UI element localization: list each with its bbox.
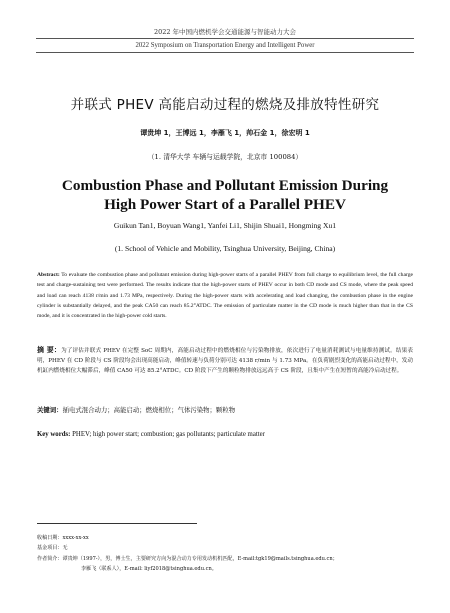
- en-affiliation: (1. School of Vehicle and Mobility, Tsinghua University, Beijing, China): [114, 244, 336, 253]
- keywords-en: [37, 431, 413, 438]
- footnote-corresponding: 李雁飞（联系人），E-mail: liyf2018@tsinghua.edu.cn。: [81, 566, 217, 573]
- abstract-cn-text: 为了评估并联式 PHEV 在完整 SoC 周期内，高能启动过程中的燃烧相位与污染物排放，依次进行了电量消耗测试与电量维持测试。结果表明，PHEV 在 CD 阶段与 CS 阶段均会出现高能启动，峰值转速与负荷分别可达 4138 r/min 与 1.73 MPa。在负荷剧烈变化的高能启动过程中，发动机缸内燃烧相位大幅滞后，峰值 CA50 可达 85.2°ATDC。CD 阶段下产生的颗粒物排放远远高于 CS 阶段，且集中产生在短暂的高能冷启动过程。: [37, 348, 414, 375]
- footnotes: [37, 533, 417, 575]
- en-title-line2: High Power Start of a Parallel PHEV: [104, 196, 346, 213]
- footnote-author-intro: 作者简介：谭贵坤（1997-），男，博士生，主要研究方向为混合动力专用发动机机匹配，E-mail:tgk19@mails.tsinghua.edu.cn；: [37, 555, 338, 562]
- header-divider: [36, 38, 414, 39]
- cn-affiliation: （1. 清华大学 车辆与运载学院，北京市 100084）: [147, 153, 303, 161]
- cn-title: 并联式 PHEV 高能启动过程的燃烧及排放特性研究: [70, 97, 380, 113]
- footnote-received: 收稿日期：xxxx-xx-xx: [37, 535, 89, 541]
- abstract-cn-label: 摘 要：: [37, 346, 62, 354]
- footnote-divider: [37, 523, 197, 524]
- keywords-en-text: PHEV; high power start; combustion; gas pollutants; particulate matter: [72, 431, 265, 438]
- keywords-cn: [37, 405, 413, 414]
- en-authors: Guikun Tan1, Boyuan Wang1, Yanfei Li1, Shijin Shuai1, Hongming Xu1: [113, 221, 337, 230]
- keywords-en-label: Key words:: [37, 431, 71, 438]
- keywords-cn-text: 插电式混合动力；高能启动；燃烧相位；气体污染物；颗粒物: [62, 406, 236, 414]
- running-header-cn: 2022 年中国内燃机学会交通能源与智能动力大会: [153, 28, 297, 36]
- abstract-en: [37, 270, 413, 321]
- abstract-cn: [37, 345, 413, 377]
- header-divider: [36, 52, 414, 53]
- abstract-en-text: To evaluate the combustion phase and pollutant emission during high-power starts of a parallel PHEV from full charge to equilibrium level, the full charge test and charge-sustaining test were performed. The results indicate that the high-power starts of PHEV occur in both CD mode and CS mode, where the peak speed and load can reach 4138 r/min and 1.73 MPa, respectively. During the high-power starts with accelerating and load changing, the combustion phase in the engine cylinder is substantially delayed, and the peak CA50 can reach 85.2°ATDC. The emission of particulate matter in the CD mode is much higher than that in the CS mode, and it is concentrated in the high-power cold starts.: [37, 272, 413, 320]
- keywords-cn-label: 关键词：: [37, 406, 63, 414]
- cn-authors: 谭贵坤 1，王博远 1，李雁飞 1，帅石金 1，徐宏明 1: [140, 129, 310, 137]
- running-header-en: 2022 Symposium on Transportation Energy and Intelligent Power: [135, 42, 315, 49]
- abstract-en-label: Abstract:: [37, 272, 60, 278]
- en-title: [0, 176, 450, 214]
- en-title-line1: Combustion Phase and Pollutant Emission During: [61, 177, 389, 194]
- footnote-fund: 基金项目：无: [37, 545, 68, 552]
